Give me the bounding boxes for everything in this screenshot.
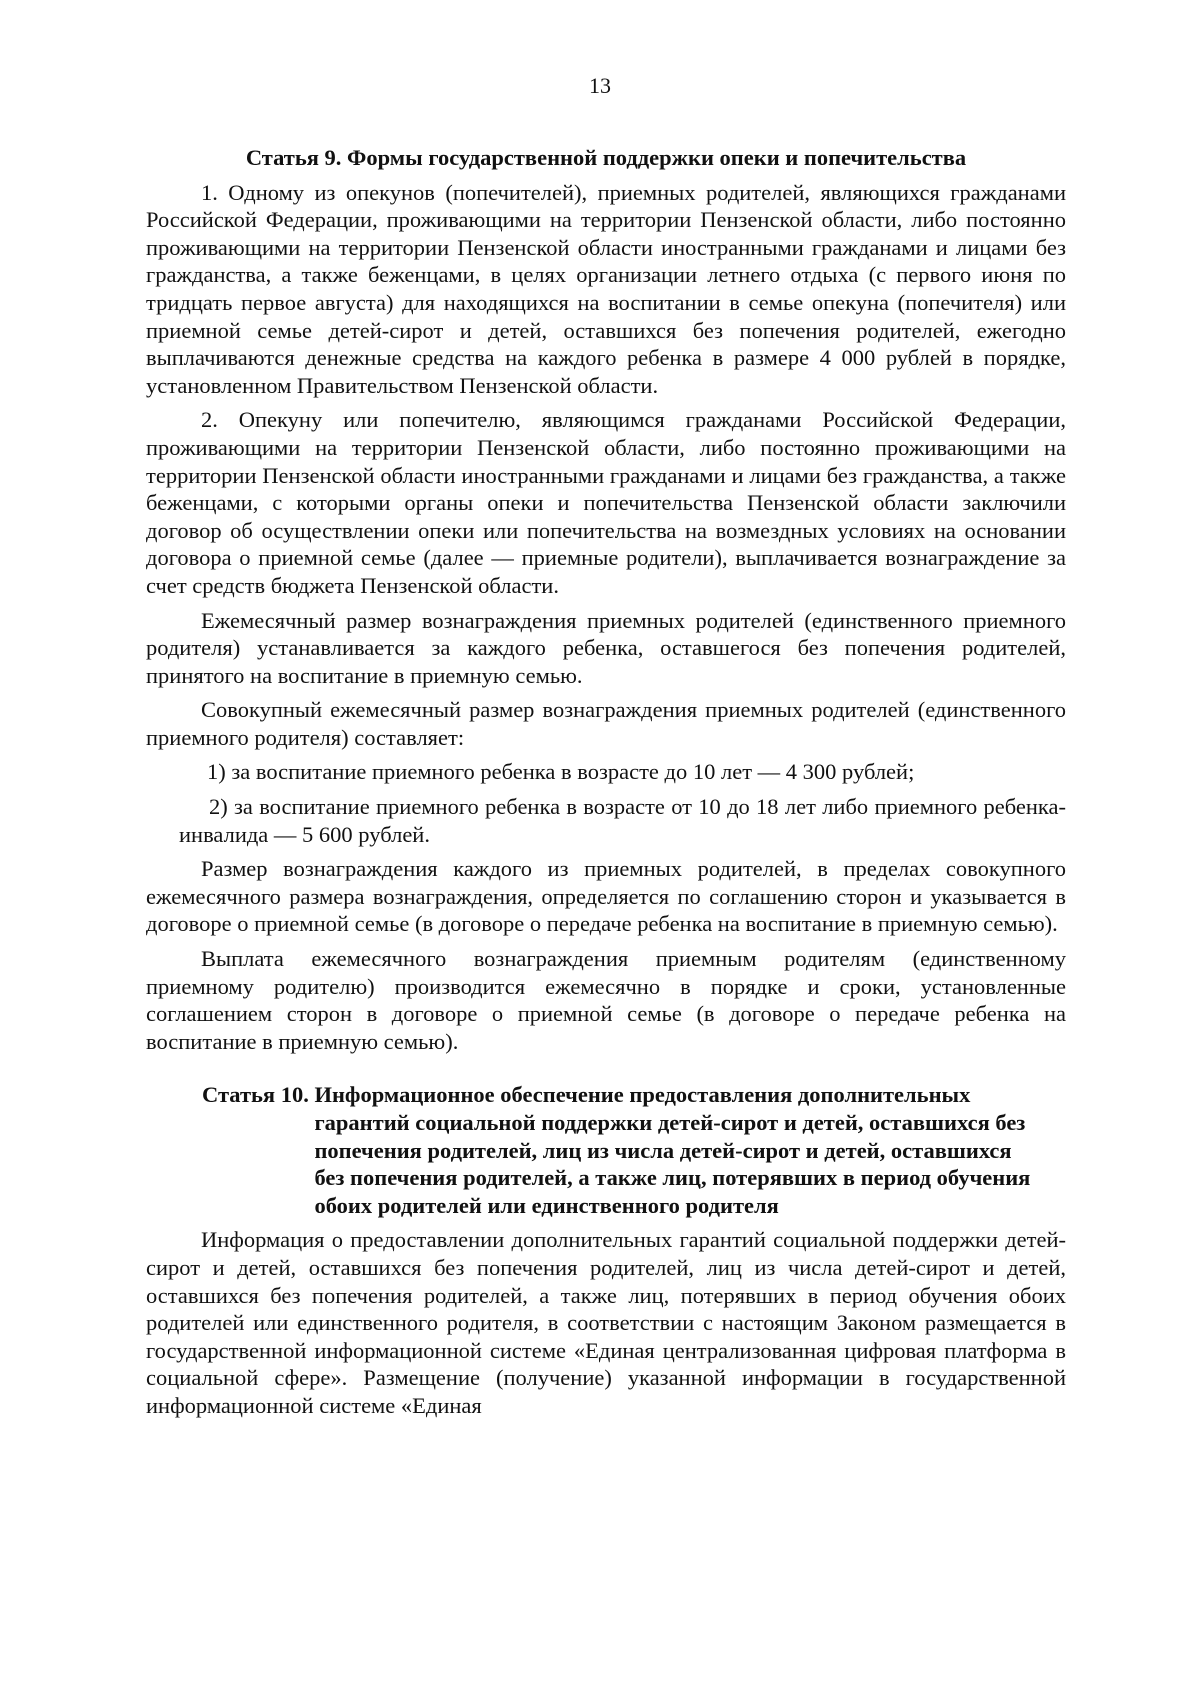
article-10-heading — [146, 1081, 1066, 1219]
article-9-list-item-2: 2) за воспитание приемного ребенка в возрасте от 10 до 18 лет либо приемного ребенка-инвалида — 5 600 рублей. — [179, 794, 1066, 847]
article-9-heading: Статья 9. Формы государственной поддержки опеки и попечительства — [245, 145, 967, 170]
article-9-paragraph-5: Размер вознаграждения каждого из приемных родителей, в пределах совокупного ежемесячного размера вознаграждения, определяется по соглашению сторон и указывается в договоре о приемной семье (в договоре о передаче ребенка на воспитание в приемную семью). — [146, 856, 1066, 937]
page-number: 13 — [589, 73, 611, 98]
article-9-paragraph-2: 2. Опекуну или попечителю, являющимся гражданами Российской Федерации, проживающими на территории Пензенской области, либо постоянно проживающими на территории Пензенской области иностранными гражданами и лицами без гражданства, а также беженцами, с которыми органы опеки и попечительства Пензенской области заключили договор об осуществлении опеки или попечительства на возмездных условиях на основании договора о приемной семье (далее — приемные родители), выплачивается вознаграждение за счет средств бюджета Пензенской области. — [146, 407, 1066, 598]
article-10-label: Статья 10. — [202, 1082, 315, 1108]
document-body — [146, 144, 1066, 1427]
article-9-paragraph-1: 1. Одному из опекунов (попечителей), приемных родителей, являющихся гражданами Российской Федерации, проживающими на территории Пензенской области, либо постоянно проживающими на территории Пензенской области иностранными гражданами и лицами без гражданства, а также беженцами, в целях организации летнего отдыха (с первого июня по тридцать первое августа) для находящихся на воспитании в семье опекуна (попечителя) или приемной семье детей-сирот и детей, оставшихся без попечения родителей, ежегодно выплачиваются денежные средства на каждого ребенка в размере 4 000 рублей в порядке, установленном Правительством Пензенской области. — [146, 179, 1066, 398]
article-10-title: Информационное обеспечение предоставления дополнительных гарантий социальной поддержки детей-сирот и детей, оставшихся без попечения родителей, лиц из числа детей-сирот и детей, оставшихся без попечения родителей, а также лиц, потерявших в период обучения обоих родителей или единственного родителя — [314, 1082, 1031, 1218]
article-10-paragraph-1: Информация о предоставлении дополнительных гарантий социальной поддержки детей-сирот и детей, оставшихся без попечения родителей, лиц из числа детей-сирот и детей, оставшихся без попечения родителей, а также лиц, потерявших в период обучения обоих родителей или единственного родителя, в соответствии с настоящим Законом размещается в государственной информационной системе «Единая централизованная цифровая платформа в социальной сфере». Размещение (получение) указанной информации в государственной информационной системе «Единая — [146, 1227, 1066, 1418]
article-9-paragraph-6: Выплата ежемесячного вознаграждения приемным родителям (единственному приемному родителю) производится ежемесячно в порядке и сроки, установленные соглашением сторон в договоре о приемной семье (в договоре о передаче ребенка на воспитание в приемную семью). — [146, 946, 1066, 1054]
article-9-list-item-1: 1) за воспитание приемного ребенка в возрасте до 10 лет — 4 300 рублей; — [207, 759, 915, 785]
article-9-paragraph-4: Совокупный ежемесячный размер вознаграждения приемных родителей (единственного приемного родителя) составляет: — [146, 697, 1066, 750]
article-9-paragraph-3: Ежемесячный размер вознаграждения приемных родителей (единственного приемного родителя) устанавливается за каждого ребенка, оставшегося без попечения родителей, принятого на воспитание в приемную семью. — [146, 607, 1066, 688]
